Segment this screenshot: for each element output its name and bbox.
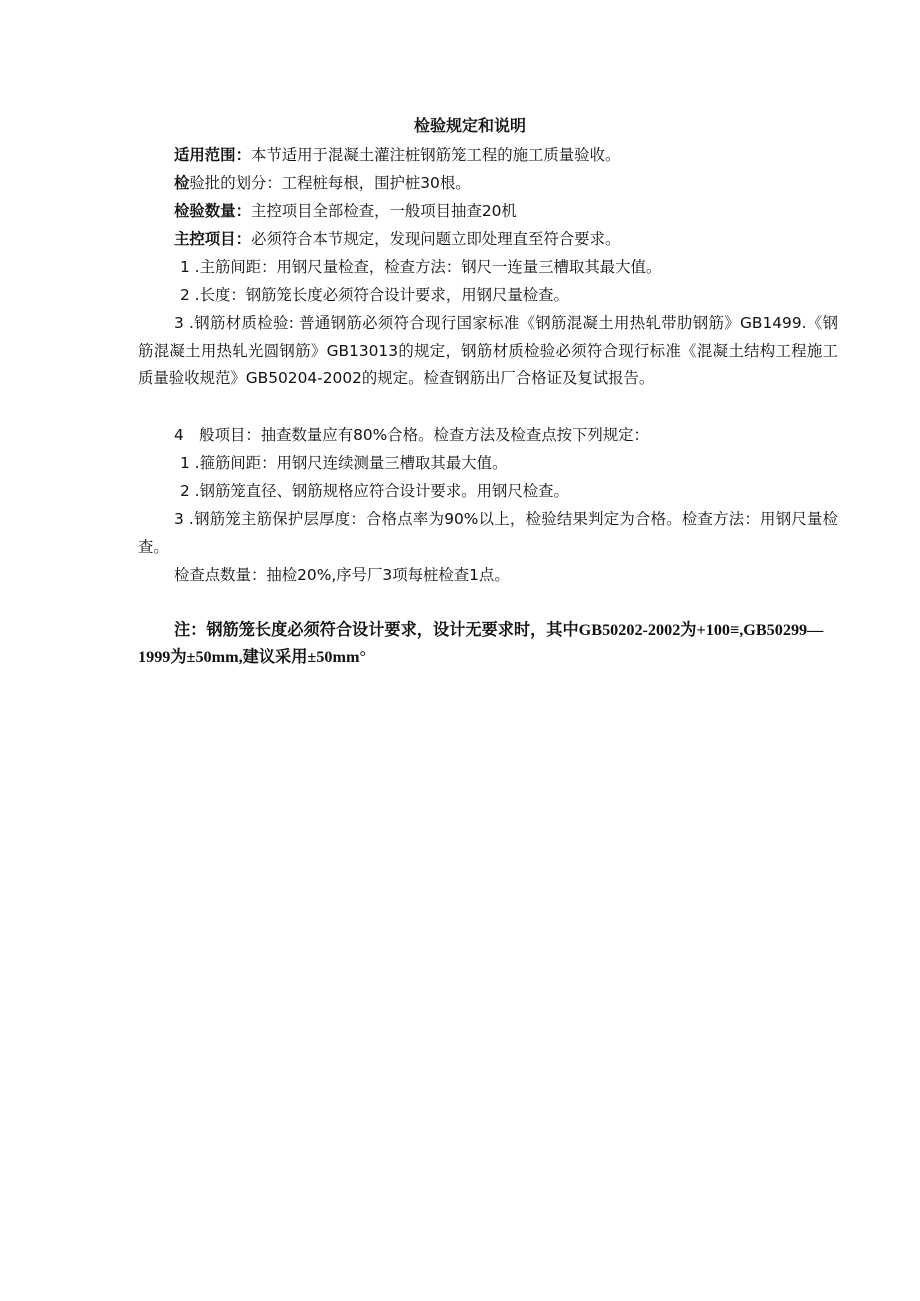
quantity-line xyxy=(174,199,517,223)
check-points-line: 检查点数量：抽检20%,序号厂3项每桩检查1点。 xyxy=(174,566,510,584)
main-item-2: 2 .长度：钢筋笼长度必须符合设计要求，用钢尺量检查。 xyxy=(180,286,569,304)
document-title: 检验规定和说明 xyxy=(413,116,526,135)
main-items-text: 必须符合本节规定，发现问题立即处理直至符合要求。 xyxy=(250,230,621,248)
batch-line xyxy=(174,171,471,195)
scope-text: 本节适用于混凝土灌注桩钢筋笼工程的施工质量验收。 xyxy=(250,146,621,164)
batch-text: 验批的划分：工程桩每根，围护桩30根。 xyxy=(189,174,471,192)
quantity-text: 主控项目全部检查，一般项目抽查20机 xyxy=(250,202,517,220)
general-item-1: 1 .箍筋间距：用钢尺连续测量三槽取其最大值。 xyxy=(180,454,508,472)
note-paragraph: 注：钢筋笼长度必须符合设计要求，设计无要求时，其中GB50202-2002为+100≡,GB50299—1999为±50mm,建议采用±50mm° xyxy=(138,621,824,666)
general-item-2: 2 .钢筋笼直径、钢筋规格应符合设计要求。用钢尺检查。 xyxy=(180,482,569,500)
batch-label: 检 xyxy=(174,174,190,192)
general-item-3: 3 .钢筋笼主筋保护层厚度：合格点率为90%以上，检验结果判定为合格。检查方法：用钢尺量检查。 xyxy=(138,510,838,556)
scope-label: 适用范围： xyxy=(174,146,251,164)
main-item-3: 3 .钢筋材质检验: 普通钢筋必须符合现行国家标准《钢筋混凝土用热轧带肋钢筋》GB1499.《钢筋混凝土用热轧光圆钢筋》GB13013的规定，钢筋材质检验必须符合现行标准《混凝土结构工程施工质量验收规范》GB50204-2002的规定。检查钢筋出厂合格证及复试报告。 xyxy=(138,314,838,387)
general-items-line: 4 般项目：抽查数量应有80%合格。检查方法及检查点按下列规定： xyxy=(174,426,649,444)
quantity-label: 检验数量： xyxy=(174,202,251,220)
scope-line xyxy=(174,143,620,167)
main-items-line xyxy=(174,227,620,251)
main-item-1: 1 .主筋间距：用钢尺量检查，检查方法：钢尺一连量三槽取其最大值。 xyxy=(180,258,662,276)
main-items-label: 主控项目： xyxy=(174,230,251,248)
